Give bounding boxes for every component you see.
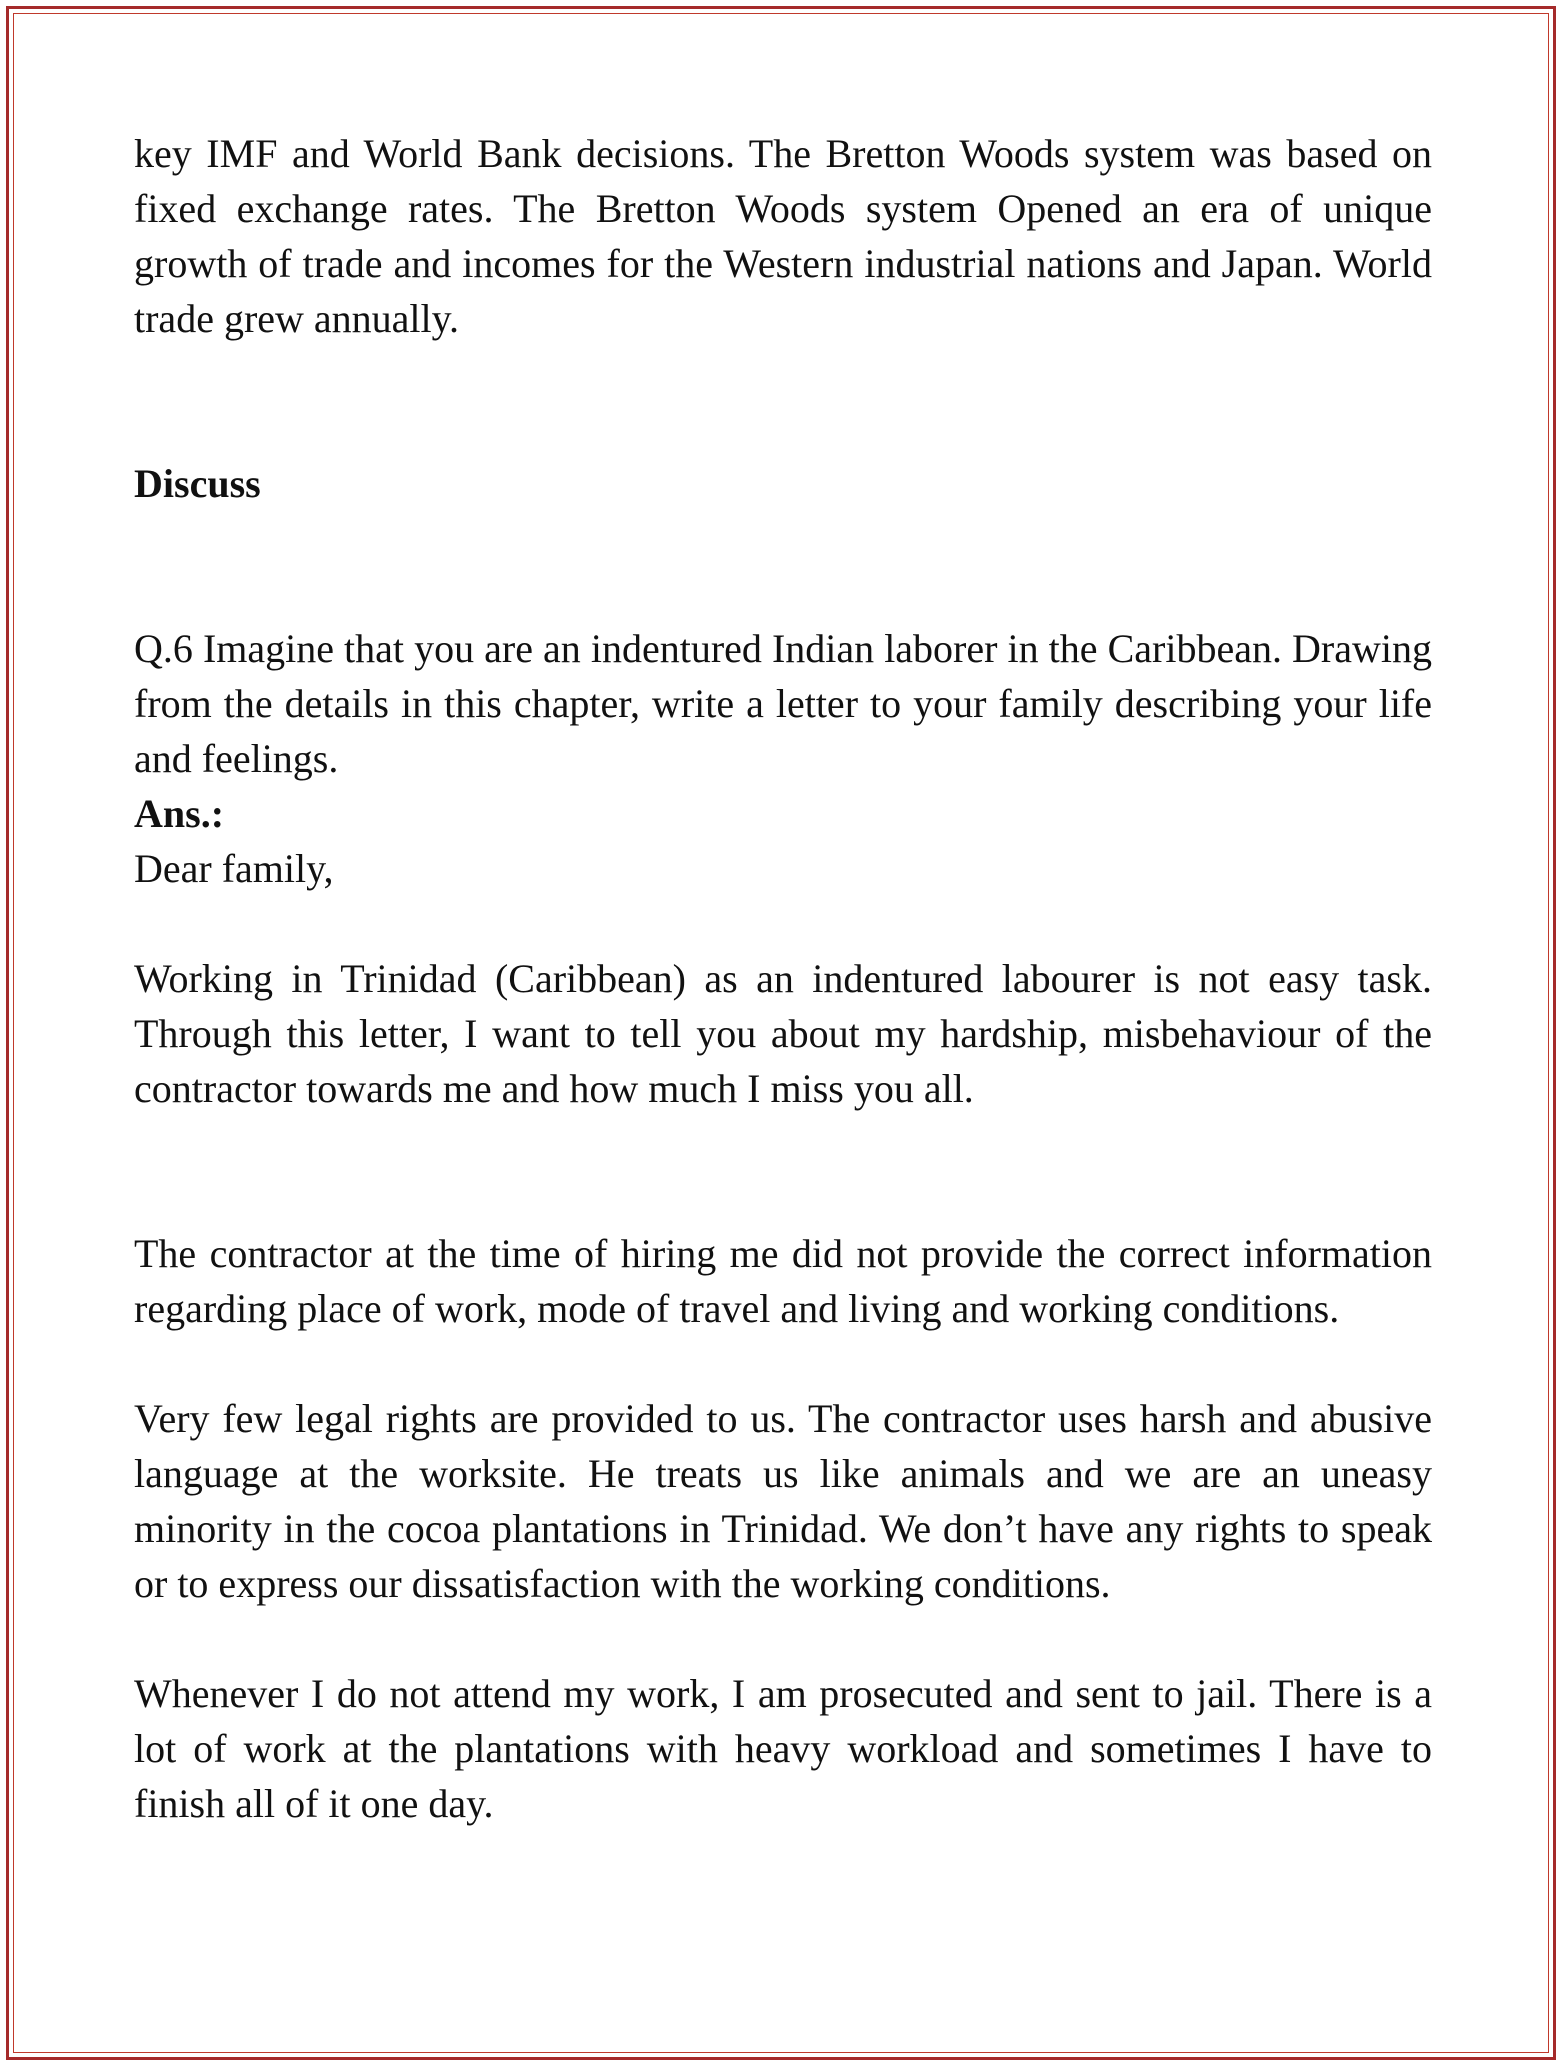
answer-label: Ans.: [134, 791, 225, 836]
letter-paragraph: Very few legal rights are provided to us. The contractor uses harsh and abusive language at the worksite. He treats us like animals and we are an uneasy minority in the cocoa plantations in Trinidad. We don’t have any rights to speak or to express our dissatisfaction with the working conditions. [134, 1396, 1432, 1606]
letter-paragraph: Working in Trinidad (Caribbean) as an indentured labourer is not easy task. Through this letter, I want to tell you about my hardship, misbehaviour of the contractor towards me and how much I miss you all. [134, 956, 1432, 1111]
discuss-heading: Discuss [134, 461, 261, 506]
document-body [134, 126, 1432, 1831]
letter-paragraph: Whenever I do not attend my work, I am prosecuted and sent to jail. There is a lot of work at the plantations with heavy workload and sometimes I have to finish all of it one day. [134, 1671, 1432, 1826]
letter-paragraph: The contractor at the time of hiring me did not provide the correct information regarding place of work, mode of travel and living and working conditions. [134, 1231, 1432, 1331]
question-text: Q.6 Imagine that you are an indentured Indian laborer in the Caribbean. Drawing from the details in this chapter, write a letter to your family describing your life and feelings. [134, 626, 1432, 781]
intro-paragraph: key IMF and World Bank decisions. The Bretton Woods system was based on fixed exchange rates. The Bretton Woods system Opened an era of unique growth of trade and incomes for the Western industrial nations and Japan. World trade grew annually. [134, 131, 1432, 341]
letter-greeting: Dear family, [134, 846, 334, 891]
